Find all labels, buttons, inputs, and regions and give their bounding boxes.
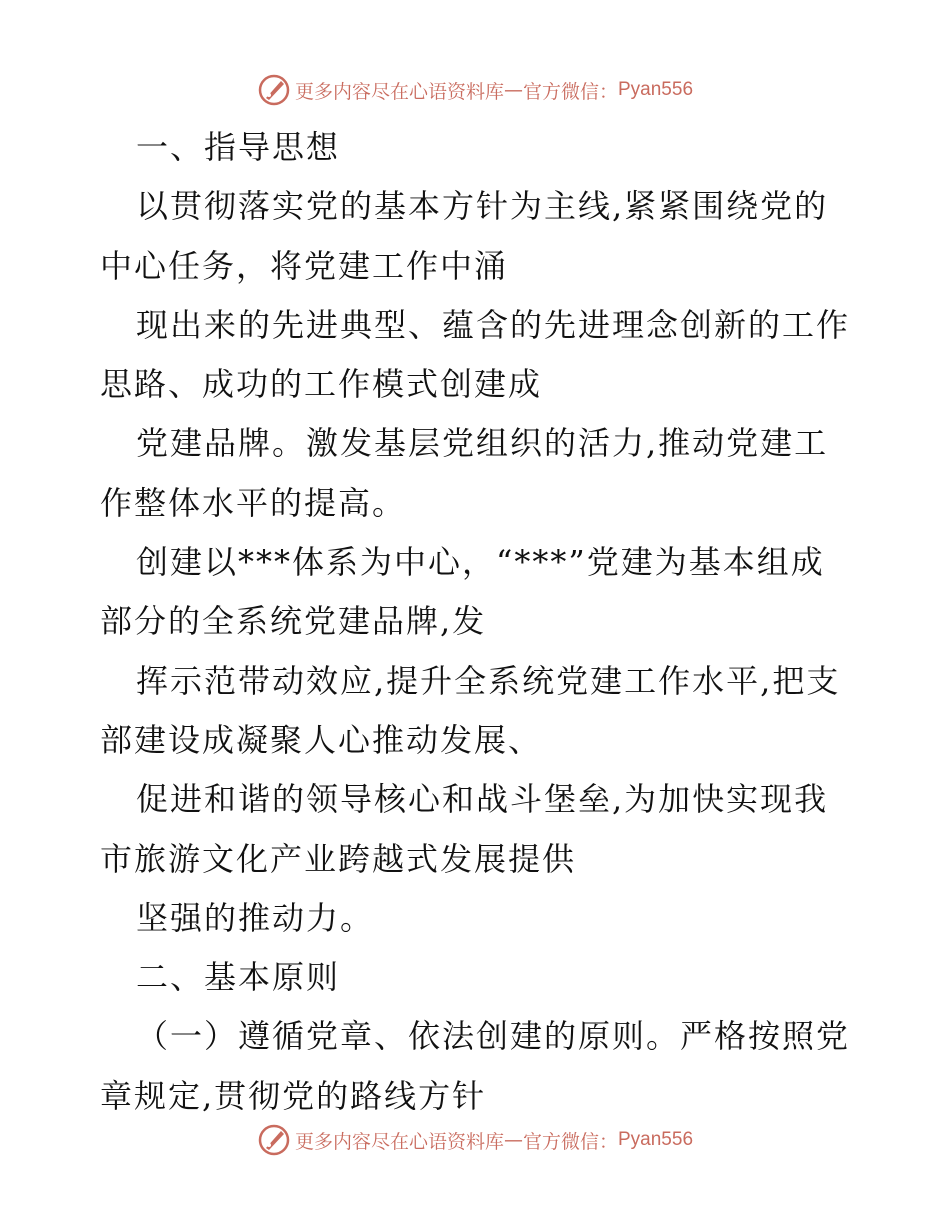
paragraph-line: 作整体水平的提高。 — [100, 483, 407, 522]
paragraph-line: 市旅游文化产业跨越式发展提供 — [100, 839, 577, 878]
header-separator: — — [503, 79, 523, 101]
paragraph-line: 思路、成功的工作模式创建成 — [100, 365, 543, 404]
heading-basic-principles: 二、基本原则 — [136, 958, 341, 997]
footer-official-label: 官方微信： — [522, 1130, 618, 1153]
paragraph-line: 中心任务，将党建工作中涌 — [100, 246, 509, 285]
pen-logo-icon — [257, 1123, 291, 1157]
header-brand-text: 更多内容尽在心语资料库 — [294, 80, 504, 103]
paragraph-line: 现出来的先进典型、蕴含的先进理念创新的工作 — [136, 305, 851, 344]
paragraph-line: 促进和谐的领导核心和战斗堡垒,为加快实现我 — [136, 780, 829, 819]
document-body — [100, 118, 860, 1126]
paragraph-line: 党建品牌。激发基层党组织的活力,推动党建工 — [136, 424, 829, 463]
paragraph-line: 挥示范带动效应,提升全系统党建工作水平,把支 — [136, 661, 841, 700]
heading-guiding-ideology: 一、指导思想 — [136, 128, 341, 166]
footer-brand-text: 更多内容尽在心语资料库 — [294, 1130, 504, 1153]
paragraph-line: 章规定,贯彻党的路线方针 — [100, 1076, 487, 1115]
paragraph-line: 部分的全系统党建品牌,发 — [100, 602, 487, 641]
footer-separator: — — [503, 1129, 523, 1151]
paragraph-line: 部建设成凝聚人心推动发展、 — [100, 720, 543, 759]
footer-banner — [0, 1120, 950, 1160]
pen-logo-icon — [257, 73, 291, 107]
paragraph-line: （一）遵循党章、依法创建的原则。严格按照党 — [136, 1017, 851, 1056]
header-banner — [0, 70, 950, 110]
footer-account-id: Pyan556 — [618, 1129, 694, 1150]
paragraph-line: 以贯彻落实党的基本方针为主线,紧紧围绕党的 — [136, 187, 829, 226]
header-official-label: 官方微信： — [522, 80, 618, 103]
header-account-id: Pyan556 — [618, 79, 694, 100]
paragraph-line: 坚强的推动力。 — [136, 898, 375, 937]
paragraph-line: 创建以***体系为中心，“***”党建为基本组成 — [136, 543, 825, 582]
